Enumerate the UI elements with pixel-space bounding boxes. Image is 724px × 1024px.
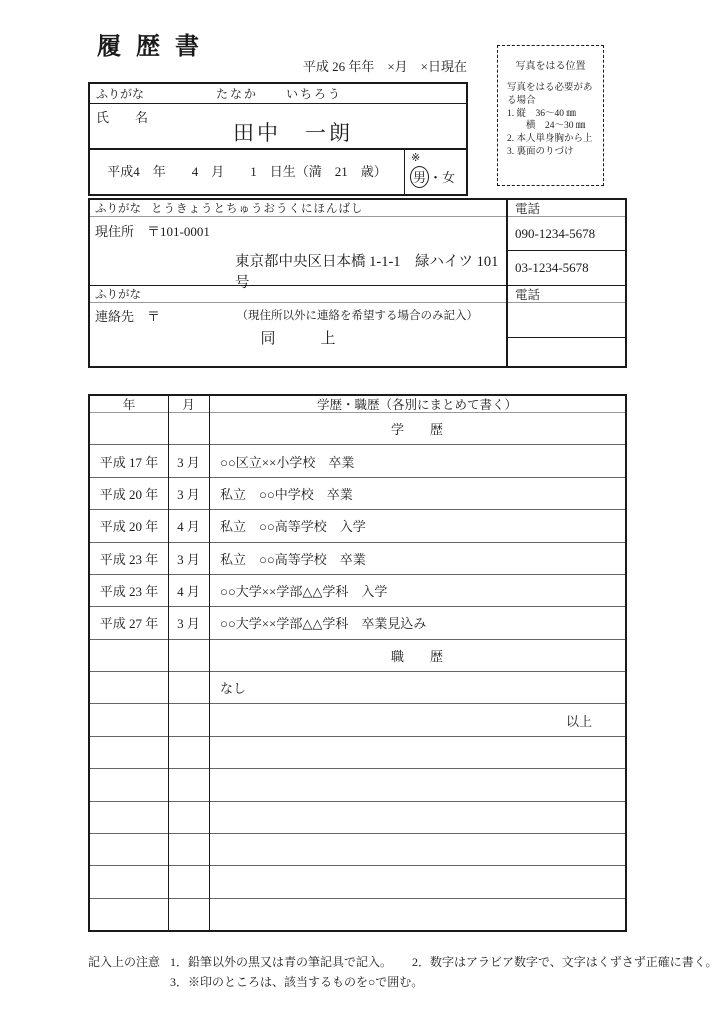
- history-month-cell: 4 月: [177, 584, 200, 600]
- history-desc-cell: 学 歴: [390, 422, 443, 438]
- history-header-row: [90, 396, 625, 413]
- photo-instruction-line: 1. 縦 36〜40 ㎜: [507, 108, 576, 119]
- contact-note: （現住所以外に連絡を希望する場合のみ記入）: [236, 310, 478, 322]
- footer-note-lines: [170, 953, 718, 990]
- history-row: [90, 543, 625, 575]
- history-month-cell: [168, 413, 209, 444]
- history-desc-cell: 私立 ○○高等学校 卒業: [220, 551, 366, 567]
- gender-options: [410, 166, 455, 188]
- history-year-cell: 平成 23 年: [99, 584, 159, 600]
- history-row: [90, 478, 625, 510]
- history-desc-cell: [209, 866, 625, 897]
- history-row: [90, 413, 625, 445]
- history-year-cell: [90, 704, 168, 735]
- history-table: [88, 394, 627, 932]
- history-row: [90, 607, 625, 639]
- history-desc-cell: 以上: [565, 713, 592, 729]
- footer-note-3: 3．※印のところは、該当するものを○で囲む。: [170, 975, 424, 989]
- history-month-cell: [168, 769, 209, 800]
- history-row: [90, 640, 625, 672]
- name-table: [88, 82, 468, 196]
- history-year-cell: [90, 413, 168, 444]
- history-month-cell: 3 月: [177, 551, 200, 567]
- photo-instruction-line: 横 24〜30 ㎜: [507, 121, 586, 132]
- name-label: 氏 名: [96, 110, 149, 125]
- birthdate-value: 平成4 年 4 月 1 日生（満 21 歳）: [107, 164, 387, 179]
- address-furigana-value: とうきょうとちゅうおうくにほんばし: [151, 203, 364, 215]
- address-furigana-label: ふりがな: [95, 203, 141, 215]
- history-month-cell: [168, 640, 209, 671]
- history-year-cell: 平成 23 年: [99, 551, 159, 567]
- history-month-cell: 3 月: [177, 454, 200, 470]
- history-desc-cell: なし: [220, 681, 247, 697]
- current-address-cell: [90, 217, 506, 291]
- history-month-cell: [168, 704, 209, 735]
- history-month-cell: [168, 866, 209, 897]
- photo-instruction-line: 3. 裏面のりづけ: [507, 147, 574, 158]
- contact-furigana-label: ふりがな: [95, 289, 141, 301]
- history-month-cell: [168, 802, 209, 833]
- history-month-cell: 4 月: [177, 519, 200, 535]
- history-desc-cell: 私立 ○○高等学校 入学: [220, 519, 366, 535]
- history-year-cell: [90, 769, 168, 800]
- history-year-cell: 平成 20 年: [99, 519, 159, 535]
- month-desc-divider: [209, 396, 210, 930]
- contact-phone-empty-2: [508, 338, 625, 366]
- document-title: 履歴書: [97, 34, 214, 60]
- history-row: [90, 834, 625, 866]
- history-desc-cell: ○○区立××小学校 卒業: [220, 454, 355, 470]
- phone-value-1: 090-1234-5678: [508, 217, 625, 251]
- history-row: [90, 575, 625, 607]
- reference-mark: ※: [411, 152, 421, 164]
- footer-label: 記入上の注意: [88, 955, 161, 969]
- current-address-value: 東京都中央区日本橋 1-1-1 緑ハイツ 101 号: [235, 254, 499, 291]
- history-row: [90, 672, 625, 704]
- history-year-cell: [90, 866, 168, 897]
- contact-value: 同 上: [260, 331, 336, 347]
- history-year-cell: [90, 737, 168, 768]
- photo-instruction-line: 2. 本人単身胸から上: [507, 134, 593, 145]
- history-desc-cell: 職 歴: [390, 648, 443, 664]
- gender-male-circled: 男: [410, 166, 429, 188]
- history-row: [90, 802, 625, 834]
- history-row: [90, 737, 625, 769]
- name-value: 田中 一朗: [233, 121, 353, 145]
- phone-value-2: 03-1234-5678: [508, 251, 625, 286]
- history-year-cell: [90, 672, 168, 703]
- history-desc-cell: [209, 769, 625, 800]
- gender-female: 女: [442, 170, 456, 185]
- address-furigana-row: [90, 200, 506, 217]
- history-desc-cell: ○○大学××学部△△学科 卒業見込み: [220, 616, 427, 632]
- history-month-cell: [168, 899, 209, 930]
- history-desc-cell: 私立 ○○中学校 卒業: [220, 486, 353, 502]
- history-col-month: 月: [182, 398, 195, 412]
- history-row: [90, 769, 625, 801]
- history-month-cell: [168, 737, 209, 768]
- history-row: [90, 899, 625, 930]
- footer-line-2: [170, 973, 718, 990]
- history-col-year: 年: [122, 398, 136, 412]
- phone-column: [506, 200, 625, 366]
- history-desc-cell: [209, 899, 625, 930]
- photo-box-title: 写真をはる位置: [515, 61, 586, 72]
- history-month-cell: 3 月: [177, 486, 200, 502]
- address-main-column: [90, 200, 506, 366]
- footer-notes: [88, 953, 718, 990]
- gender-dot: ・: [429, 170, 443, 185]
- history-month-cell: [168, 834, 209, 865]
- year-month-divider: [168, 396, 169, 930]
- contact-phone-empty-1: [508, 303, 625, 338]
- history-year-cell: 平成 27 年: [99, 616, 159, 632]
- current-date-line: 平成 26 年年 ×月 ×日現在: [302, 59, 467, 74]
- address-contact-table: [88, 198, 627, 368]
- contact-label: 連絡先 〒: [95, 309, 161, 324]
- current-address-label: 現住所: [95, 224, 135, 239]
- photo-placement-box: [497, 45, 604, 186]
- history-rows: [90, 396, 625, 930]
- history-desc-cell: [209, 737, 625, 768]
- gender-cell: [404, 150, 466, 194]
- postal-code-value: 〒101-0001: [147, 224, 210, 239]
- history-year-cell: 平成 17 年: [99, 454, 159, 470]
- photo-instruction-line: 写真をはる必要がある場合: [507, 83, 593, 106]
- name-furigana-value: たなか いちろう: [216, 87, 343, 101]
- history-year-cell: [90, 834, 168, 865]
- phone-header-1: 電話: [508, 200, 625, 217]
- history-row: [90, 445, 625, 477]
- history-year-cell: [90, 899, 168, 930]
- birthdate-row: [90, 150, 466, 194]
- footer-line-1: [170, 953, 718, 970]
- footer-note-2: 2．数字はアラビア数字で、文字はくずさず正確に書く。: [412, 955, 718, 969]
- current-address-header: [95, 221, 210, 240]
- history-col-desc: 学歴・職歴（各別にまとめて書く）: [316, 398, 517, 412]
- contact-address-cell: [90, 303, 506, 365]
- history-year-cell: [90, 802, 168, 833]
- history-month-cell: 3 月: [177, 616, 200, 632]
- name-furigana-row: [90, 84, 466, 104]
- name-furigana-label: ふりがな: [96, 87, 145, 101]
- history-month-cell: [168, 672, 209, 703]
- history-row: [90, 866, 625, 898]
- name-row: [90, 104, 466, 150]
- history-desc-cell: [209, 802, 625, 833]
- history-year-cell: [90, 640, 168, 671]
- history-desc-cell: ○○大学××学部△△学科 入学: [220, 584, 388, 600]
- history-row: [90, 704, 625, 736]
- photo-box-instructions: [507, 82, 600, 159]
- history-year-cell: 平成 20 年: [99, 486, 159, 502]
- footer-note-1: 1．鉛筆以外の黒又は青の筆記具で記入。: [170, 955, 393, 969]
- history-row: [90, 510, 625, 542]
- phone-header-2: 電話: [508, 286, 625, 303]
- history-desc-cell: [209, 834, 625, 865]
